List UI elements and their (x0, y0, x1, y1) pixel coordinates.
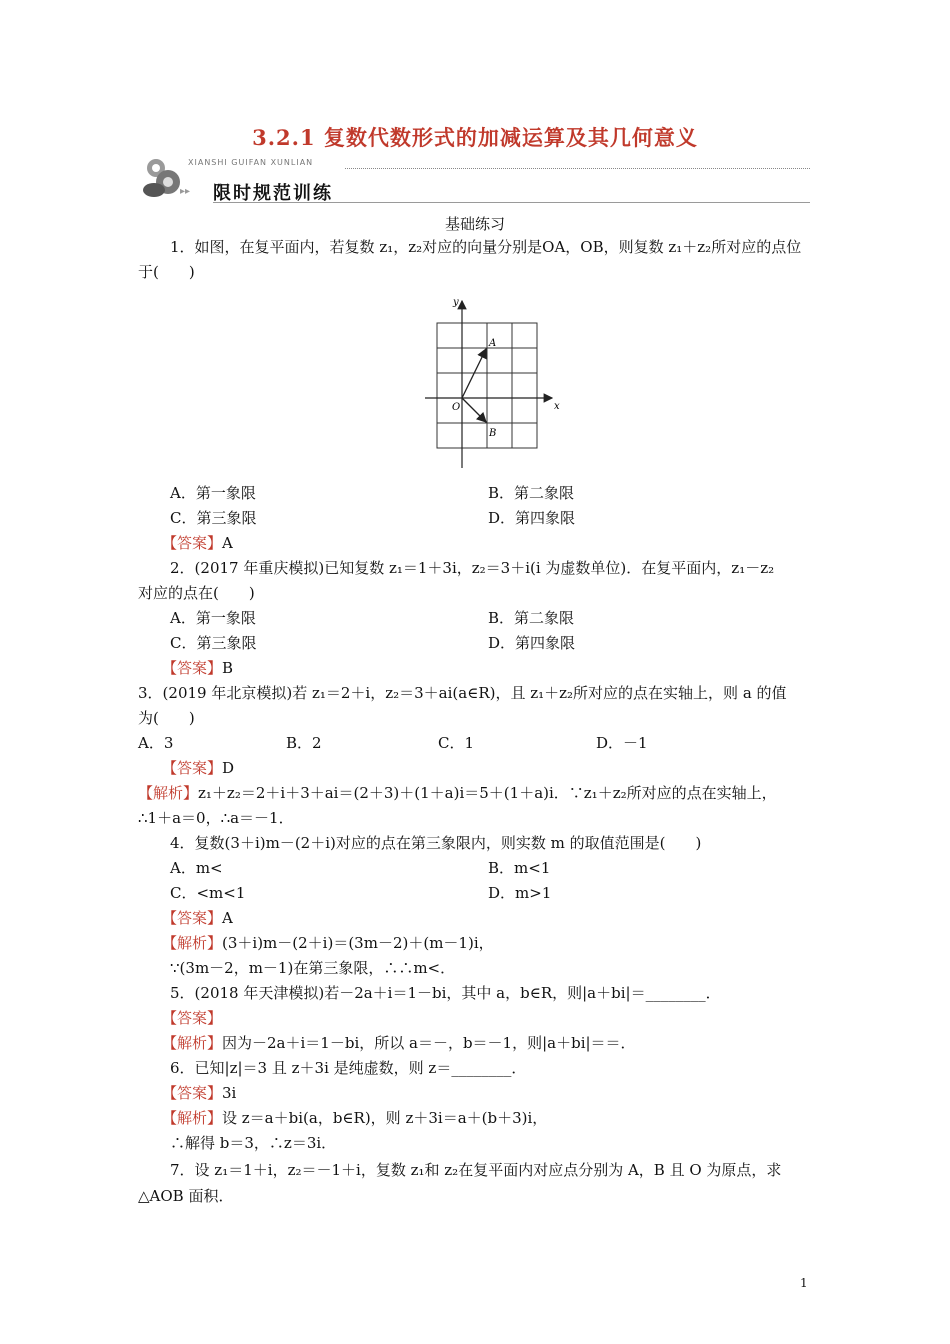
option-d: D．第四象限 (488, 509, 576, 527)
banner-divider (213, 202, 810, 203)
text-line: ∵(3m－2，m－1)在第三象限，∴∴m<． (170, 959, 456, 977)
analysis-text: 设 z＝a＋bi(a，b∈R)，则 z＋3i＝a＋(b＋3)i， (222, 1109, 548, 1127)
text-line: 2．(2017 年重庆模拟)已知复数 z₁＝1＋3i，z₂＝3＋i(i 为虚数单位)．在复平面内，z₁－z₂ (170, 559, 775, 577)
answer-tag: 【答案】 (162, 1009, 223, 1027)
option-d: D．－1 (596, 734, 648, 752)
analysis-tag: 【解析】 (162, 1034, 223, 1052)
answer-line (162, 533, 233, 553)
option-a: A．m< (170, 859, 223, 877)
section-banner (140, 152, 810, 208)
banner-pinyin: XIANSHI GUIFAN XUNLIAN (188, 158, 314, 167)
answer-line (162, 1008, 222, 1028)
option-b: B．第二象限 (488, 609, 575, 627)
text-line: 对应的点在( ) (138, 584, 255, 602)
text-line: 7．设 z₁＝1＋i，z₂＝－1＋i，复数 z₁和 z₂在复平面内对应点分别为 A，B 且 O 为原点，求 (170, 1161, 782, 1179)
option-d: D．m>1 (488, 884, 552, 902)
option-c: C．第三象限 (170, 634, 257, 652)
y-axis-label: y (453, 297, 459, 308)
text-line: 于( ) (138, 263, 195, 281)
answer-tag: 【答案】 (162, 909, 223, 927)
option-b: B．m<1 (488, 859, 551, 877)
text-line: ∴解得 b＝3，∴z＝3i． (170, 1134, 337, 1152)
text-line: ∴1＋a＝0，∴a＝－1． (138, 809, 294, 827)
option-a: A．3 (138, 734, 174, 752)
analysis-tag: 【解析】 (162, 1109, 223, 1127)
page-title: 3.2.1 复数代数形式的加减运算及其几何意义 (252, 125, 698, 150)
option-c: C．1 (438, 734, 475, 752)
option-c: C．<m<1 (170, 884, 246, 902)
answer-tag: 【答案】 (162, 1084, 223, 1102)
option-b: B．第二象限 (488, 484, 575, 502)
analysis-line (162, 933, 494, 953)
x-axis-label: x (554, 401, 560, 412)
answer-line (162, 908, 233, 928)
analysis-line (162, 1108, 547, 1128)
banner-heading: 限时规范训练 (213, 183, 333, 204)
answer-value: A (222, 909, 233, 927)
answer-line (162, 658, 233, 678)
answer-line (162, 1083, 236, 1103)
analysis-line (138, 783, 777, 803)
analysis-text: 因为－2a＋i＝1－bi，所以 a＝－，b＝－1，则|a＋bi|＝＝． (222, 1034, 636, 1052)
answer-value: D (222, 759, 235, 777)
text-line: 为( ) (138, 709, 195, 727)
analysis-tag: 【解析】 (162, 934, 223, 952)
option-c: C．第三象限 (170, 509, 257, 527)
complex-plane-figure (420, 293, 570, 473)
analysis-text: z₁＋z₂＝2＋i＋3＋ai＝(2＋3)＋(1＋a)i＝5＋(1＋a)i．∵z₁＋z₂所对应的点在实轴上， (198, 784, 777, 802)
answer-value: B (222, 659, 234, 677)
vector-ob (462, 398, 486, 422)
analysis-line (162, 1033, 636, 1053)
text-line: 3．(2019 年北京模拟)若 z₁＝2＋i，z₂＝3＋ai(a∈R)，且 z₁＋z₂所对应的点在实轴上，则 a 的值 (138, 684, 787, 702)
answer-tag: 【答案】 (162, 534, 223, 552)
analysis-tag: 【解析】 (138, 784, 199, 802)
analysis-text: (3＋i)m－(2＋i)＝(3m－2)＋(m－1)i， (222, 934, 494, 952)
text-line: 1．如图，在复平面内，若复数 z₁，z₂对应的向量分别是OA，OB，则复数 z₁＋z₂所对应的点位 (170, 238, 802, 256)
option-a: A．第一象限 (170, 484, 256, 502)
option-b: B．2 (286, 734, 322, 752)
answer-value: A (222, 534, 233, 552)
origin-label: O (452, 402, 461, 413)
text-line: 6．已知|z|＝3 且 z＋3i 是纯虚数，则 z＝________． (170, 1059, 527, 1077)
text-line: △AOB 面积． (138, 1187, 234, 1205)
answer-tag: 【答案】 (162, 759, 223, 777)
option-a: A．第一象限 (170, 609, 256, 627)
point-b-label: B (489, 428, 497, 439)
section-heading: 基础练习 (444, 215, 505, 233)
answer-tag: 【答案】 (162, 659, 223, 677)
gear-logo-icon (140, 154, 182, 200)
answer-line (162, 758, 234, 778)
point-a-label: A (489, 338, 497, 349)
dotted-divider (345, 168, 810, 169)
option-d: D．第四象限 (488, 634, 576, 652)
page-number: 1 (800, 1276, 808, 1290)
answer-value: 3i (222, 1084, 237, 1102)
arrow-icon: ▸▸ (180, 186, 191, 197)
text-line: 4．复数(3＋i)m－(2＋i)对应的点在第三象限内，则实数 m 的取值范围是( ) (170, 834, 702, 852)
text-line: 5．(2018 年天津模拟)若－2a＋i＝1－bi，其中 a，b∈R，则|a＋bi|＝________． (170, 984, 721, 1002)
